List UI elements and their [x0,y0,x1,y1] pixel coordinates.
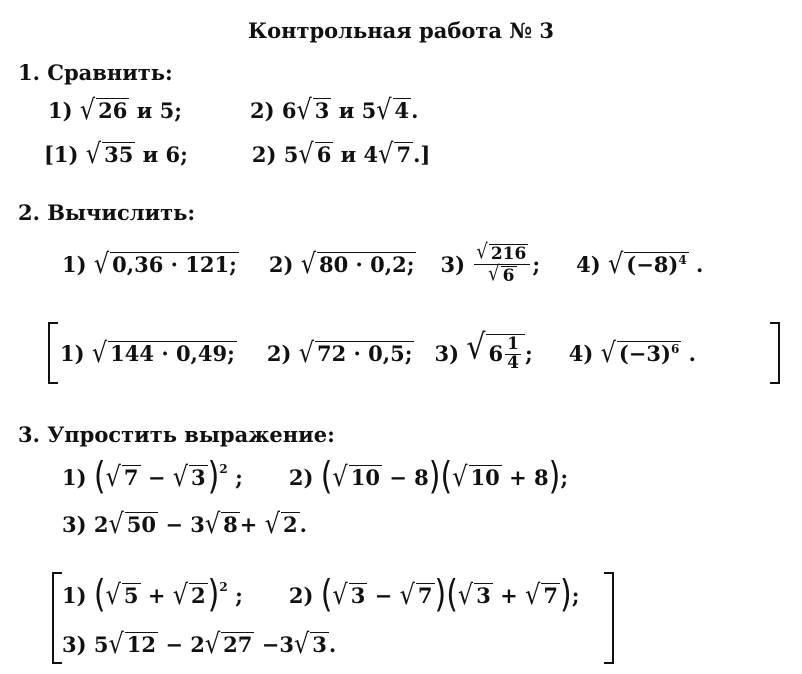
sqrt: √ 0,36 · 121; [93,247,237,281]
label: 1) [60,340,85,366]
sqrt: √ 5 [105,578,139,612]
section-2-header: 2. Вычислить: [18,200,196,225]
label: 1) [62,582,87,608]
page-title: Контрольная работа № 3 [247,18,555,43]
label: 4) [568,340,594,366]
section-3-header: 3. Упростить выражение: [18,422,335,447]
end: . [411,98,419,123]
sqrt: √ $(-3)^6$ [600,336,680,370]
sqrt: √ 8 [204,508,238,541]
sqrt: √ 7 [105,460,139,494]
s3-row-2: 3) 2 √ 50 − 3 √ 8 + √ 2 . [62,508,307,541]
label: 4) [576,251,601,277]
left-bracket [48,322,58,384]
sqrt: √ 3 [457,578,491,612]
s3-row-3: 1) ( √ 5 + √ 2 ) $^2$ ; 2) ( √ 3 − √ 7 )( √ 3 + √ 7 ) ; [62,572,580,617]
label: 1) [48,98,73,123]
right-bracket [604,572,614,664]
sqrt: √ 10 [452,460,500,494]
coef: 6 [281,98,297,123]
sqrt: √ 6 [298,138,332,171]
sqrt: √ 2 [264,508,298,541]
sqrt: √ 4 [376,94,410,127]
sqrt: √ 35 [85,138,134,171]
sqrt: √ 10 [332,460,380,494]
sqrt: √ 3 [332,578,366,612]
s3-row-1: 1) ( √ 7 − √ 3 ) $^2$ ; 2) ( √ 10 − 8 )( √ 10 + 8 ) ; [62,454,569,499]
label: 3) [440,251,466,277]
s3-row-4: 3) 5 √ 12 − 2 √ 27 −3 √ 3 . [62,628,337,661]
section-1-header: 1. Сравнить: [18,60,173,85]
sqrt: √ 26 [79,94,128,127]
label: 1) [62,464,87,490]
conjunction: и [340,142,357,167]
end: .] [413,142,431,167]
sqrt: √ 50 [108,508,157,541]
s2-row-1 [62,238,703,290]
label: 3) [62,512,87,537]
sqrt: √ 2 [172,578,206,612]
label: 2) [249,98,275,123]
end: . [688,340,696,366]
label: 2) [288,464,314,490]
s1-row-2 [44,138,431,171]
sqrt: √ 3 [293,628,327,661]
label: 3) [434,340,460,366]
right-bracket [770,322,780,384]
label: 2) [251,142,277,167]
sqrt: √ 7 [378,138,412,171]
end: ; [524,340,533,366]
sqrt: √ $(-8)^4$ [607,247,687,281]
coef: 4 [363,142,379,167]
sqrt: √ 144 · 0,49; [91,336,235,370]
value: 6; [165,142,188,167]
sqrt: √ 7 [525,578,558,612]
end: ; [532,251,541,277]
sqrt: √ 3 [172,460,206,494]
sqrt: √ 72 · 0,5; [298,336,413,370]
sqrt: √ 80 · 0,2; [300,247,415,281]
sqrt: √ 12 [108,628,157,661]
left-bracket [52,572,62,664]
sqrt: √ 3 [296,94,330,127]
sqrt: √ 7 [399,578,433,612]
sqrt: √ 6 $\frac{1}{4}$ [466,334,525,373]
fraction: √ 216 √ 6 [474,243,530,286]
end: . [696,251,704,277]
conjunction: и [338,98,355,123]
s2-row-2 [60,328,696,378]
s1-row-1 [48,94,419,127]
coef: 5 [283,142,299,167]
label: 2) [288,582,314,608]
conjunction: и [136,98,153,123]
label: 3) [62,632,87,657]
label: [1) [44,142,79,167]
label: 1) [62,251,87,277]
value: 5; [159,98,182,123]
label: 2) [268,251,294,277]
label: 2) [266,340,292,366]
coef: 5 [361,98,377,123]
conjunction: и [142,142,159,167]
sqrt: √ 27 [204,628,253,661]
